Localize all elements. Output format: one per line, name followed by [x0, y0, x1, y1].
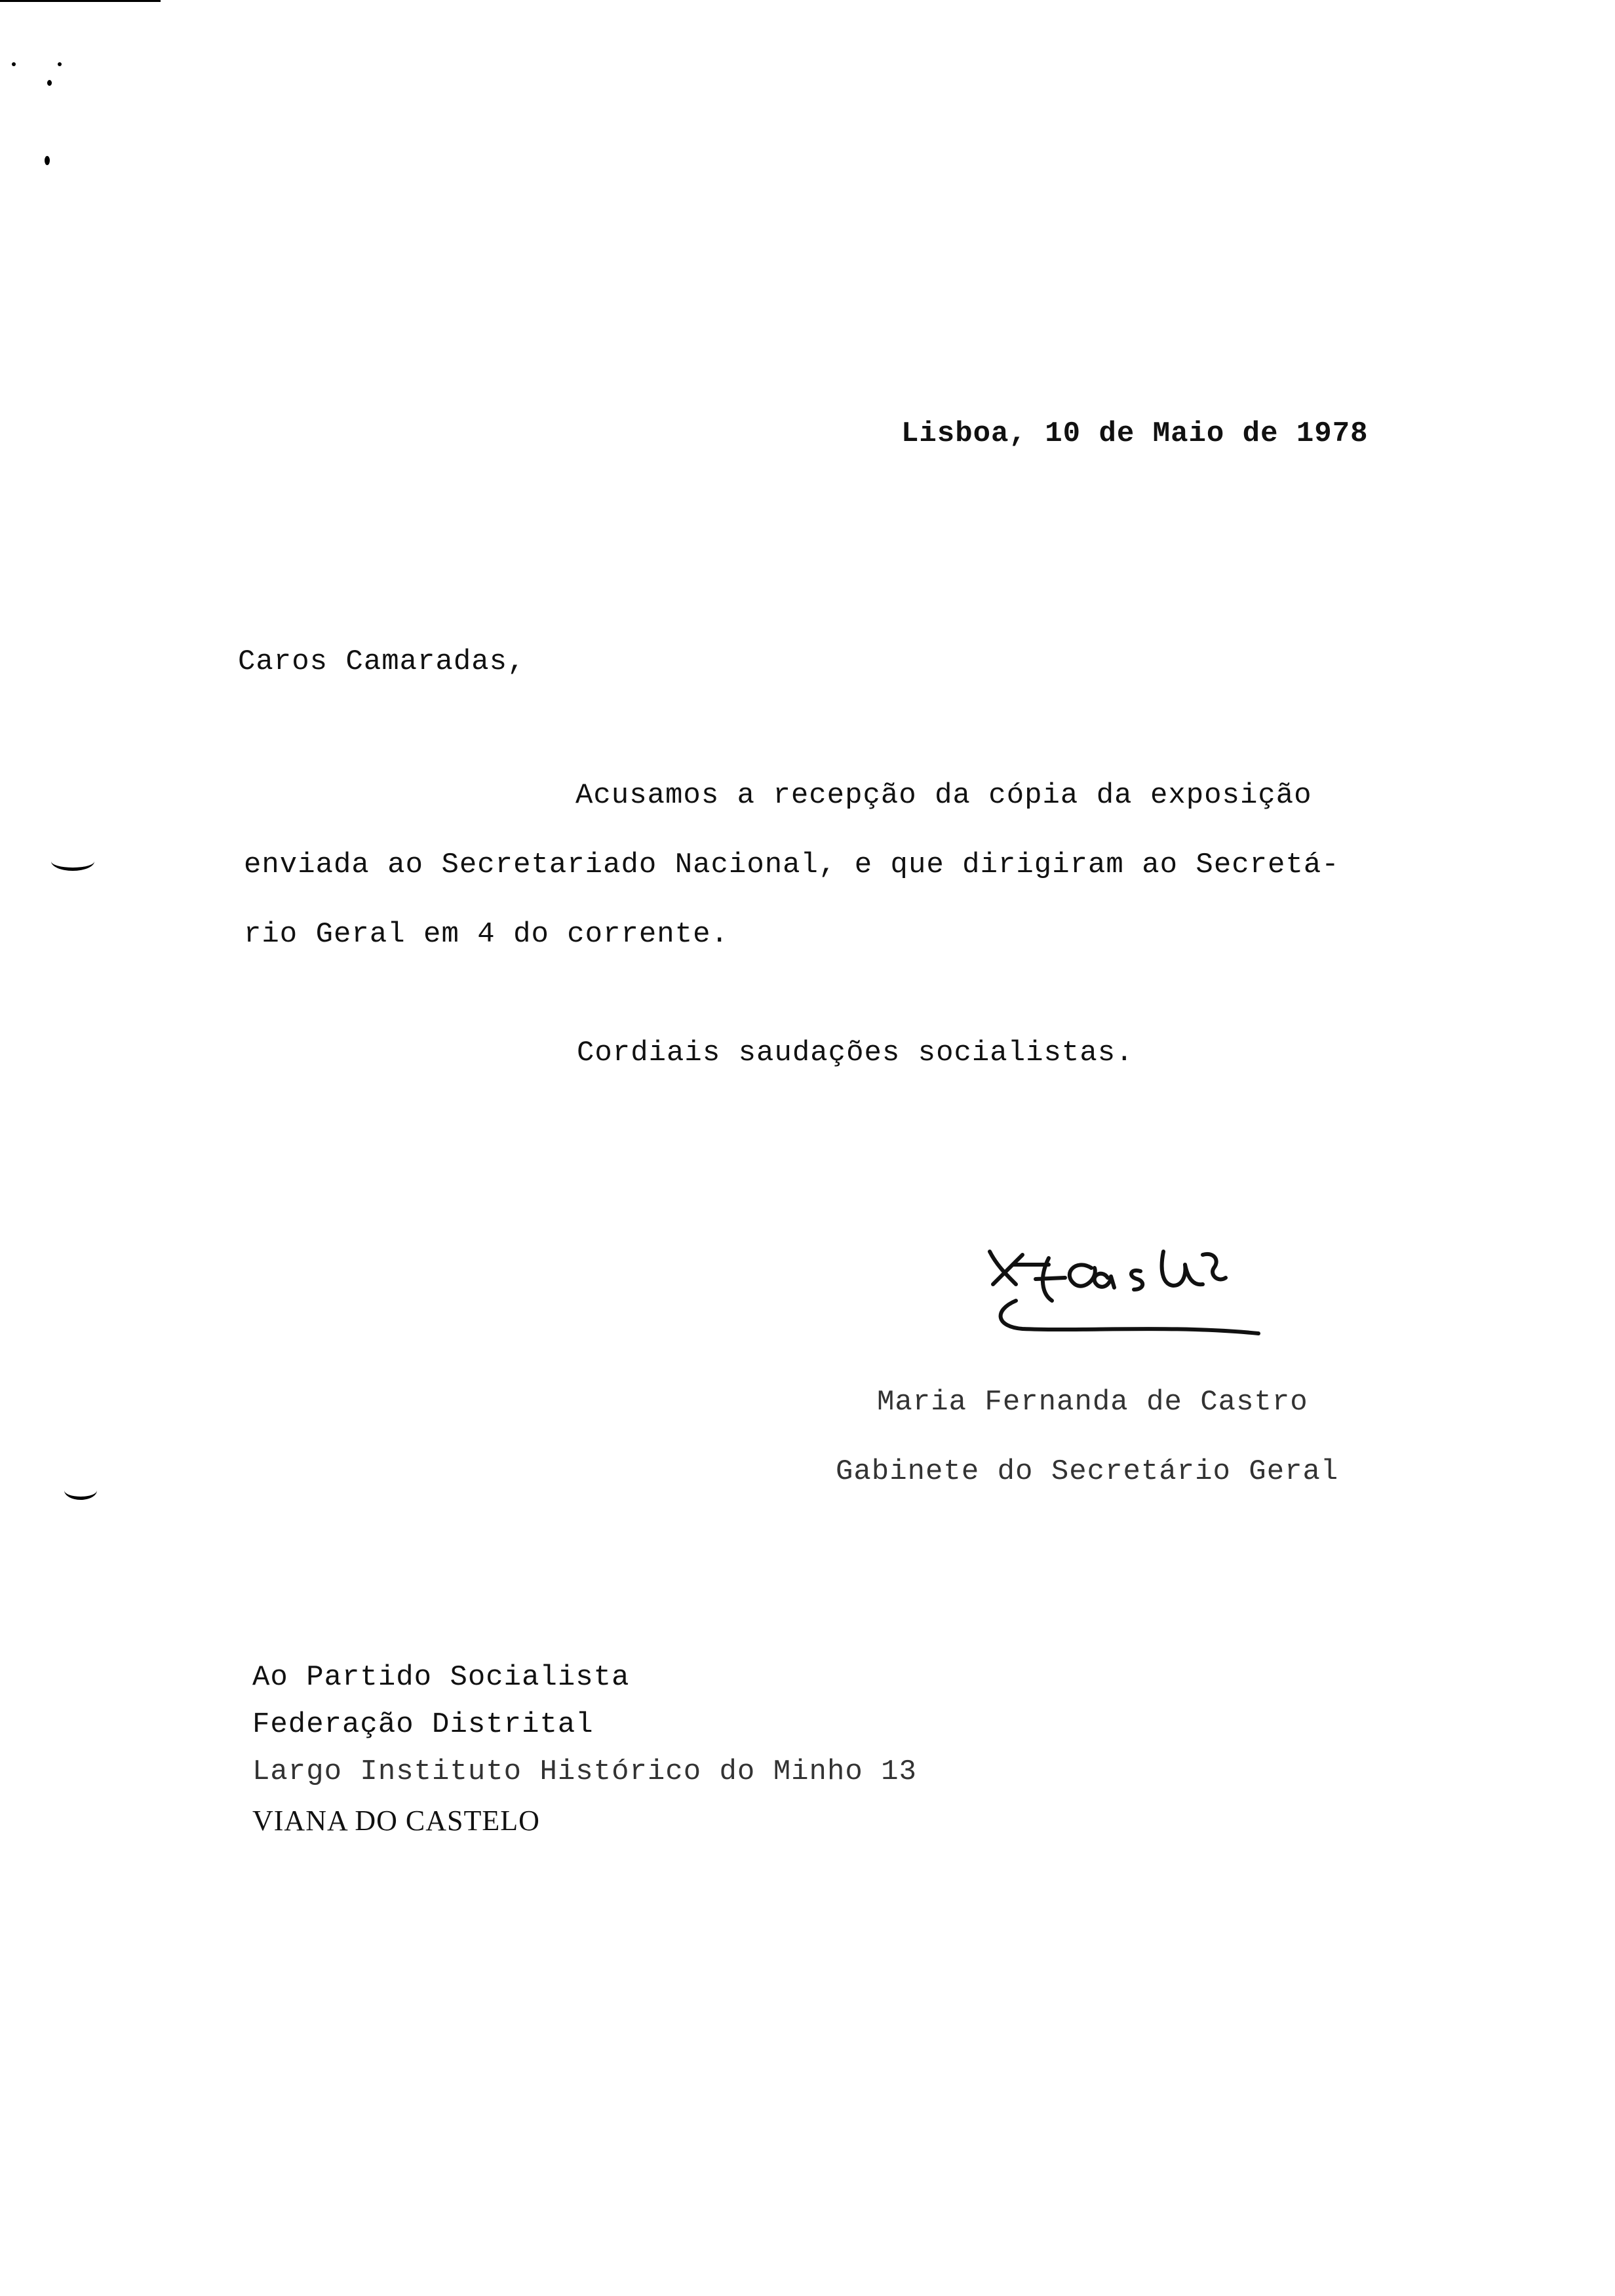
scan-speck	[45, 156, 50, 165]
signer-name: Maria Fernanda de Castro	[877, 1386, 1308, 1419]
scan-speck	[12, 62, 16, 66]
salutation: Caros Camaradas,	[238, 645, 526, 678]
body-line-3: rio Geral em 4 do corrente.	[244, 918, 729, 951]
signer-office: Gabinete do Secretário Geral	[836, 1455, 1339, 1488]
closing-line: Cordiais saudações socialistas.	[577, 1037, 1134, 1069]
scan-speck	[58, 62, 62, 66]
scan-speck	[47, 80, 52, 86]
signature-image	[977, 1238, 1278, 1356]
punch-hole-mark	[64, 1481, 97, 1500]
scan-edge-rule	[0, 0, 161, 2]
recipient-line-1: Ao Partido Socialista	[252, 1661, 630, 1694]
body-line-1: Acusamos a recepção da cópia da exposição	[575, 779, 1312, 812]
recipient-line-4: VIANA DO CASTELO	[252, 1805, 540, 1837]
body-line-2: enviada ao Secretariado Nacional, e que dirigiram ao Secretá-	[244, 849, 1340, 881]
date-line: Lisboa, 10 de Maio de 1978	[901, 417, 1369, 450]
recipient-line-3: Largo Instituto Histórico do Minho 13	[252, 1755, 917, 1788]
punch-hole-mark	[51, 852, 94, 871]
recipient-line-2: Federação Distrital	[252, 1708, 594, 1741]
